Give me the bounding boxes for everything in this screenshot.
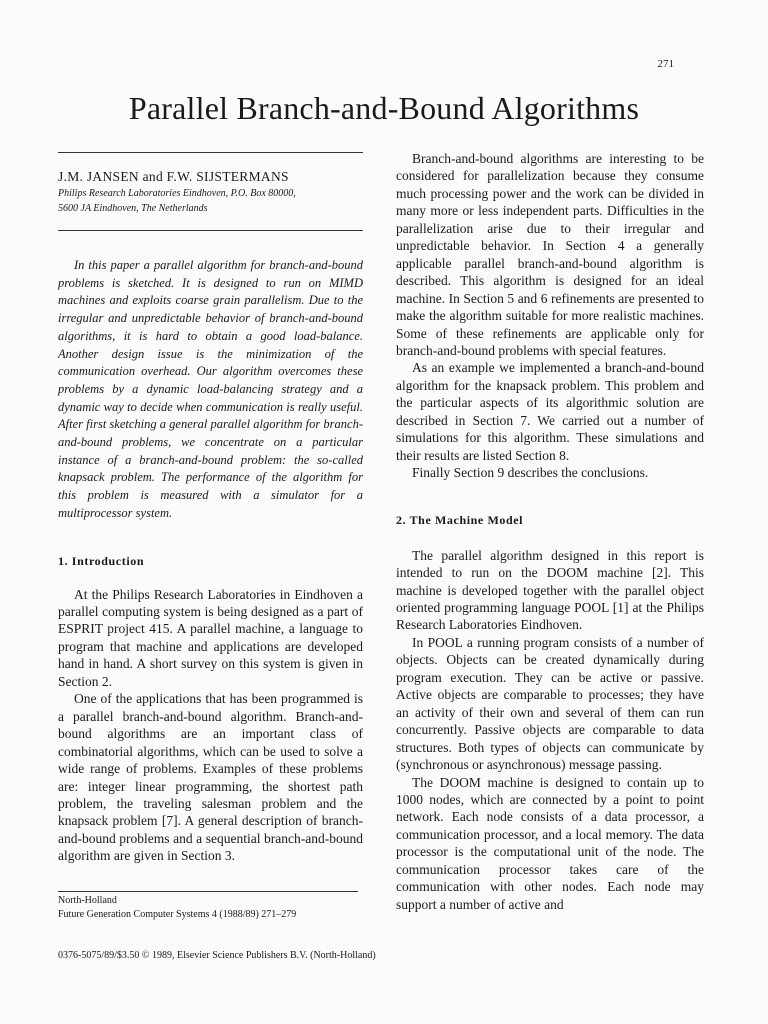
right-column — [396, 150, 704, 913]
section-1-paragraph-2: One of the applications that has been programmed is a parallel branch-and-bound algorithm. Branch-and-bound algorithms are an important class of combinatorial algorithms, which can be used to solve a wide range of problems. Examples of these problems are: integer linear programming, the shortest path problem, the traveling salesman problem and the knapsack problem [7]. A general description of branch-and-bound problems and a sequential branch-and-bound algorithm are given in Section 3. — [58, 691, 363, 864]
footnote-rule — [58, 891, 358, 892]
affiliation-line-2: 5600 JA Eindhoven, The Netherlands — [58, 203, 208, 214]
abstract: In this paper a parallel algorithm for branch-and-bound problems is sketched. It is designed to run on MIMD machines and exploits coarse grain parallelism. Due to the irregular and unpredictable behavior of branch-and-bound algorithms, it is hard to obtain a good load-balance. Another design issue is the minimization of the communication overhead. Our algorithm overcomes these problems by a dynamic load-balancing strategy and a dynamic way to decide when communication is really useful. After first sketching a general parallel algorithm for branch-and-bound problems, we concentrate on a particular instance of a branch-and-bound problem: the so-called knapsack problem. The performance of the algorithm for this problem is measured with a simulator for a multiprocessor system. — [58, 258, 363, 520]
section-2-heading: 2. The Machine Model — [396, 512, 524, 527]
section-2-paragraph-1: The parallel algorithm designed in this report is intended to run on the DOOM machine [2]. This machine is developed together with the parallel object oriented programming language POOL [1] at the Philips Research Laboratories Eindhoven. — [396, 547, 704, 633]
affiliation-line-1: Philips Research Laboratories Eindhoven, P.O. Box 80000, — [58, 188, 296, 199]
section-2-paragraph-3: The DOOM machine is designed to contain up to 1000 nodes, which are connected by a point to point network. Each node consists of a data processor, a communication processor, and a local memory. The data processor is the computational unit of the node. The communication processor takes care of the communication with other nodes. Each node may support a number of active and — [396, 774, 704, 912]
intro-paragraph-1: Branch-and-bound algorithms are interesting to be considered for parallelization because they consume much processing power and the work can be divided in many more or less independent parts. Difficulties in the parallelization arise due to their irregular and unpredictable behavior. In Section 4 a generally applicable parallel branch-and-bound algorithm is described. This algorithm is designed for an ideal machine. In Section 5 and 6 refinements are presented to make the algorithm suitable for more realistic machines. Some of these refinements are applicable only for branch-and-bound problems with special features. — [396, 151, 704, 358]
copyright-line: 0376-5075/89/$3.50 © 1989, Elsevier Science Publishers B.V. (North-Holland) — [58, 950, 376, 961]
footnote-journal: Future Generation Computer Systems 4 (1988/89) 271–279 — [58, 908, 297, 920]
authors: J.M. JANSEN and F.W. SIJSTERMANS — [58, 169, 289, 184]
paper-title: Parallel Branch-and-Bound Algorithms — [128, 90, 640, 126]
intro-paragraph-2: As an example we implemented a branch-and-bound algorithm for the knapsack problem. This problem and the particular aspects of its algorithmic solution are described in Section 7. We carried out a number of simulations for this algorithm. These simulations and their results are listed Section 8. — [396, 360, 704, 463]
affiliation-rule — [58, 230, 363, 231]
page-number: 271 — [657, 58, 674, 70]
left-column — [58, 152, 363, 922]
intro-paragraph-3: Finally Section 9 describes the conclusions. — [412, 465, 649, 481]
section-1-heading: 1. Introduction — [58, 553, 145, 568]
section-1-paragraph-1: At the Philips Research Laboratories in Eindhoven a parallel computing system is being designed as a part of ESPRIT project 415. A parallel machine, a language to program that machine and applications are developed hand in hand. A short survey on this system is given in Section 2. — [58, 586, 363, 689]
footnote-publisher: North-Holland — [58, 894, 117, 906]
top-rule — [58, 152, 363, 153]
section-2-paragraph-2: In POOL a running program consists of a number of objects. Objects can be created dynamically during program execution. They can be active or passive. Active objects are comparable to processes; they have an activity of their own and several of them can run concurrently. Passive objects are comparable to data structures. Both types of objects can communicate by (synchronous or asynchronous) message passing. — [396, 634, 704, 773]
